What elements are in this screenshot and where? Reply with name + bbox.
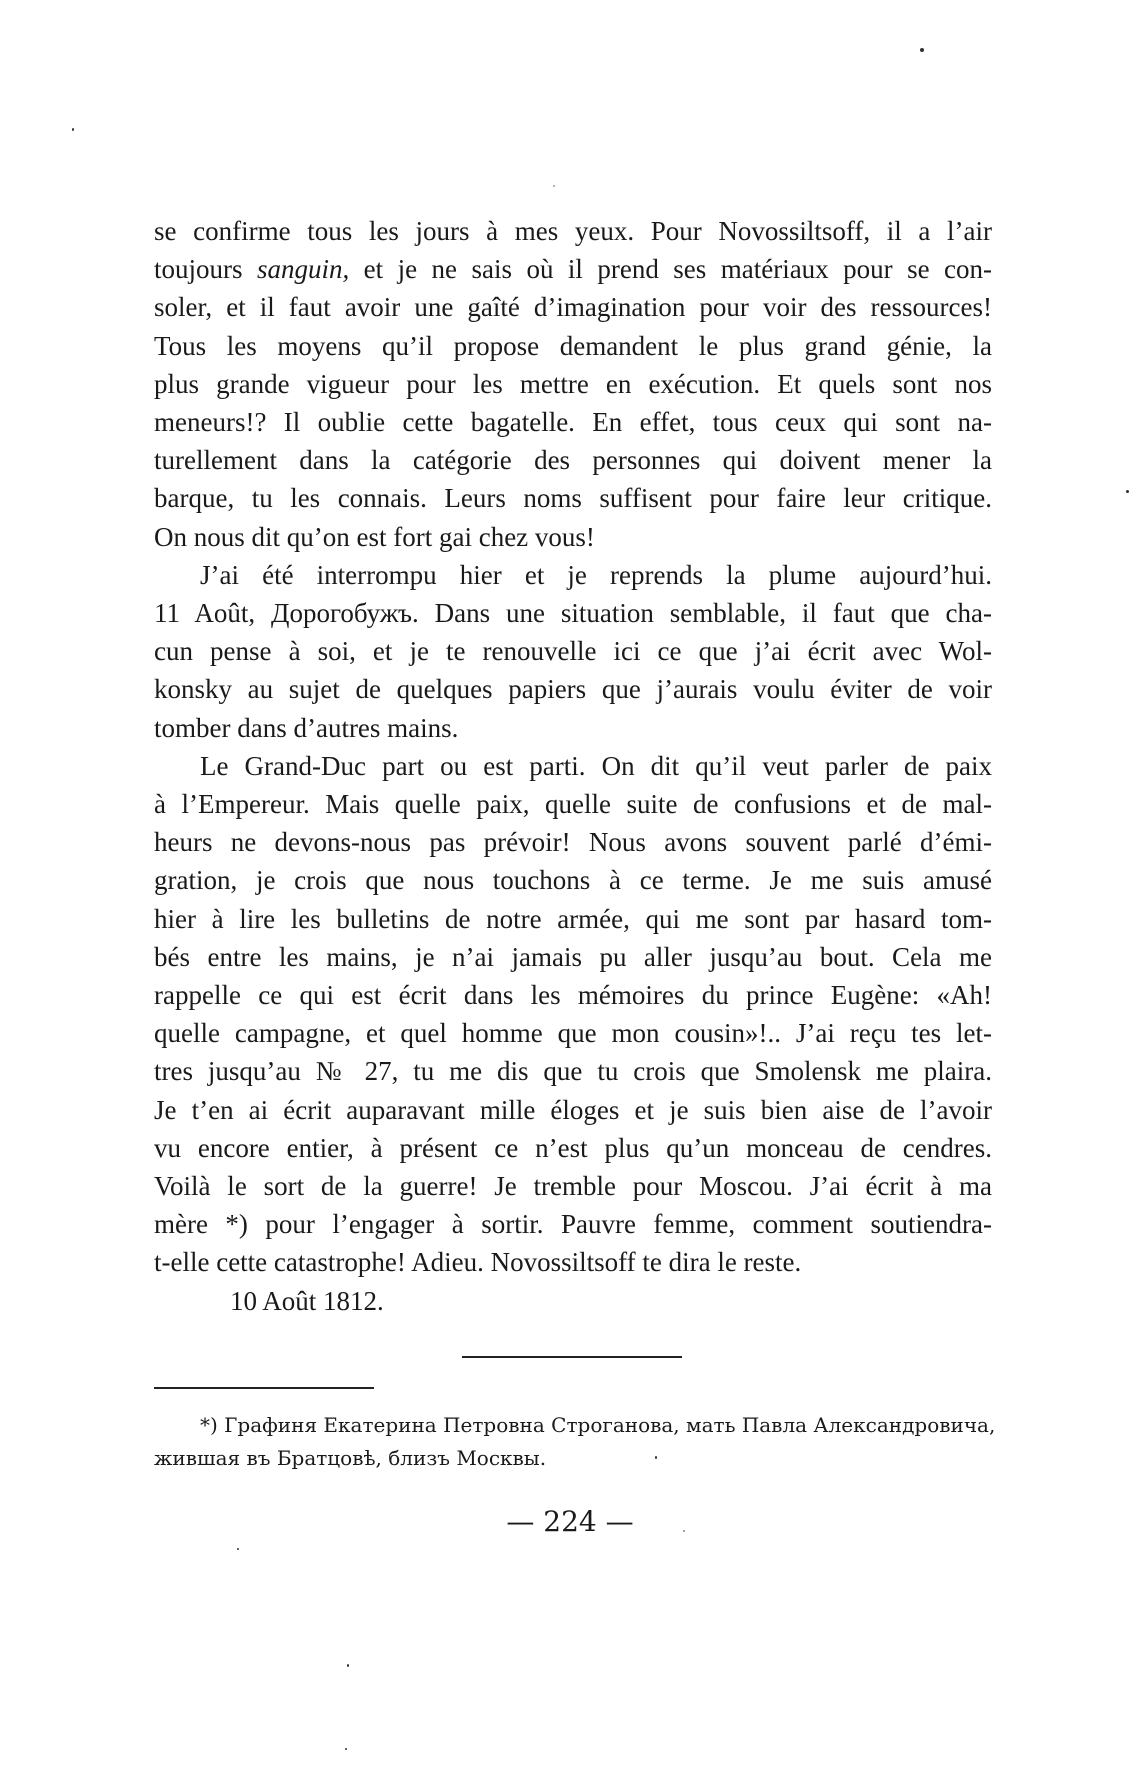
footnote xyxy=(154,1409,996,1475)
text-segment: et je ne sais où il prend ses matériaux pour se con- xyxy=(349,254,992,285)
text-line: Voilà le sort de la guerre! Je tremble pour Moscou. J’ai écrit à ma xyxy=(154,1171,992,1202)
text-line: meneurs!? Il oublie cette bagatelle. En effet, tous ceux qui sont na- xyxy=(154,407,992,438)
text-line: barque, tu les connais. Leurs noms suffisent pour faire leur critique. xyxy=(154,483,992,514)
scan-speck xyxy=(72,128,74,131)
text-line: J’ai été interrompu hier et je reprends la plume aujourd’hui. xyxy=(200,559,992,590)
text-line: vu encore entier, à présent ce n’est plus qu’un monceau de cendres. xyxy=(154,1132,992,1163)
letter-date: 10 Août 1812. xyxy=(230,1285,384,1316)
footnote-rule xyxy=(154,1387,374,1389)
text-segment: toujours xyxy=(154,254,257,285)
main-text xyxy=(154,212,992,1320)
paragraph-2 xyxy=(154,556,992,747)
text-line: Je t’en ai écrit auparavant mille éloges et je suis bien aise de l’avoir xyxy=(154,1094,992,1125)
text-line: Le Grand-Duc part ou est parti. On dit qu’il veut parler de paix xyxy=(200,750,992,781)
text-line: Tous les moyens qu’il propose demandent le plus grand génie, la xyxy=(154,330,992,361)
text-line: konsky au sujet de quelques papiers que j’aurais voulu éviter de voir xyxy=(154,674,992,705)
text-line: gration, je crois que nous touchons à ce terme. Je me suis amusé xyxy=(154,865,992,896)
text-line: On nous dit qu’on est fort gai chez vous! xyxy=(154,521,595,552)
scan-speck xyxy=(347,1664,349,1667)
text-line: à l’Empereur. Mais quelle paix, quelle suite de confusions et de mal- xyxy=(154,789,992,820)
text-line: plus grande vigueur pour les mettre en exécution. Et quels sont nos xyxy=(154,368,992,399)
italic-word: sanguin, xyxy=(256,254,350,285)
paragraph-3 xyxy=(154,747,992,1282)
scan-speck xyxy=(1126,490,1129,493)
text-line: turellement dans la catégorie des personnes qui doivent mener la xyxy=(154,445,992,476)
scan-speck xyxy=(553,185,555,187)
text-line: heurs ne devons-nous pas prévoir! Nous avons souvent parlé d’émi- xyxy=(154,827,992,858)
text-line: quelle campagne, et quel homme que mon cousin»!.. J’ai reçu tes let- xyxy=(154,1018,992,1049)
scan-speck xyxy=(237,1548,239,1550)
footnote-line: *) Графиня Екатерина Петровна Строганова, мать Павла Александровича, xyxy=(200,1413,996,1437)
text-line: rappelle ce qui est écrit dans les mémoires du prince Eugène: «Ah! xyxy=(154,980,992,1011)
scan-speck xyxy=(920,48,924,52)
text-line: soler, et il faut avoir une gaîté d’imagination pour voir des ressources! xyxy=(154,292,992,323)
scan-speck xyxy=(345,1748,347,1750)
text-line: mère *) pour l’engager à sortir. Pauvre femme, comment soutiendra- xyxy=(154,1209,992,1240)
text-line: hier à lire les bulletins de notre armée, qui me sont par hasard tom- xyxy=(154,903,992,934)
text-line: tomber dans d’autres mains. xyxy=(154,712,459,743)
text-line: 11 Août, Дорогобужъ. Dans une situation semblable, il faut que cha- xyxy=(154,598,992,629)
text-line: cun pense à soi, et je te renouvelle ici ce que j’ai écrit avec Wol- xyxy=(154,636,992,667)
text-line: se confirme tous les jours à mes yeux. Pour Novossiltsoff, il a l’air xyxy=(154,216,992,246)
paragraph-1 xyxy=(154,212,992,556)
text-line: tres jusqu’au № 27, tu me dis que tu crois que Smolensk me plaira. xyxy=(154,1056,992,1087)
footnote-line: жившая въ Братцовѣ, близъ Москвы. xyxy=(154,1446,547,1470)
text-line: t-elle cette catastrophe! Adieu. Novossiltsoff te dira le reste. xyxy=(154,1247,802,1278)
text-line: bés entre les mains, je n’ai jamais pu aller jusqu’au bout. Cela me xyxy=(154,941,992,972)
text-line xyxy=(154,250,992,288)
page-number: — 224 — xyxy=(506,1505,634,1538)
section-divider xyxy=(462,1356,682,1358)
